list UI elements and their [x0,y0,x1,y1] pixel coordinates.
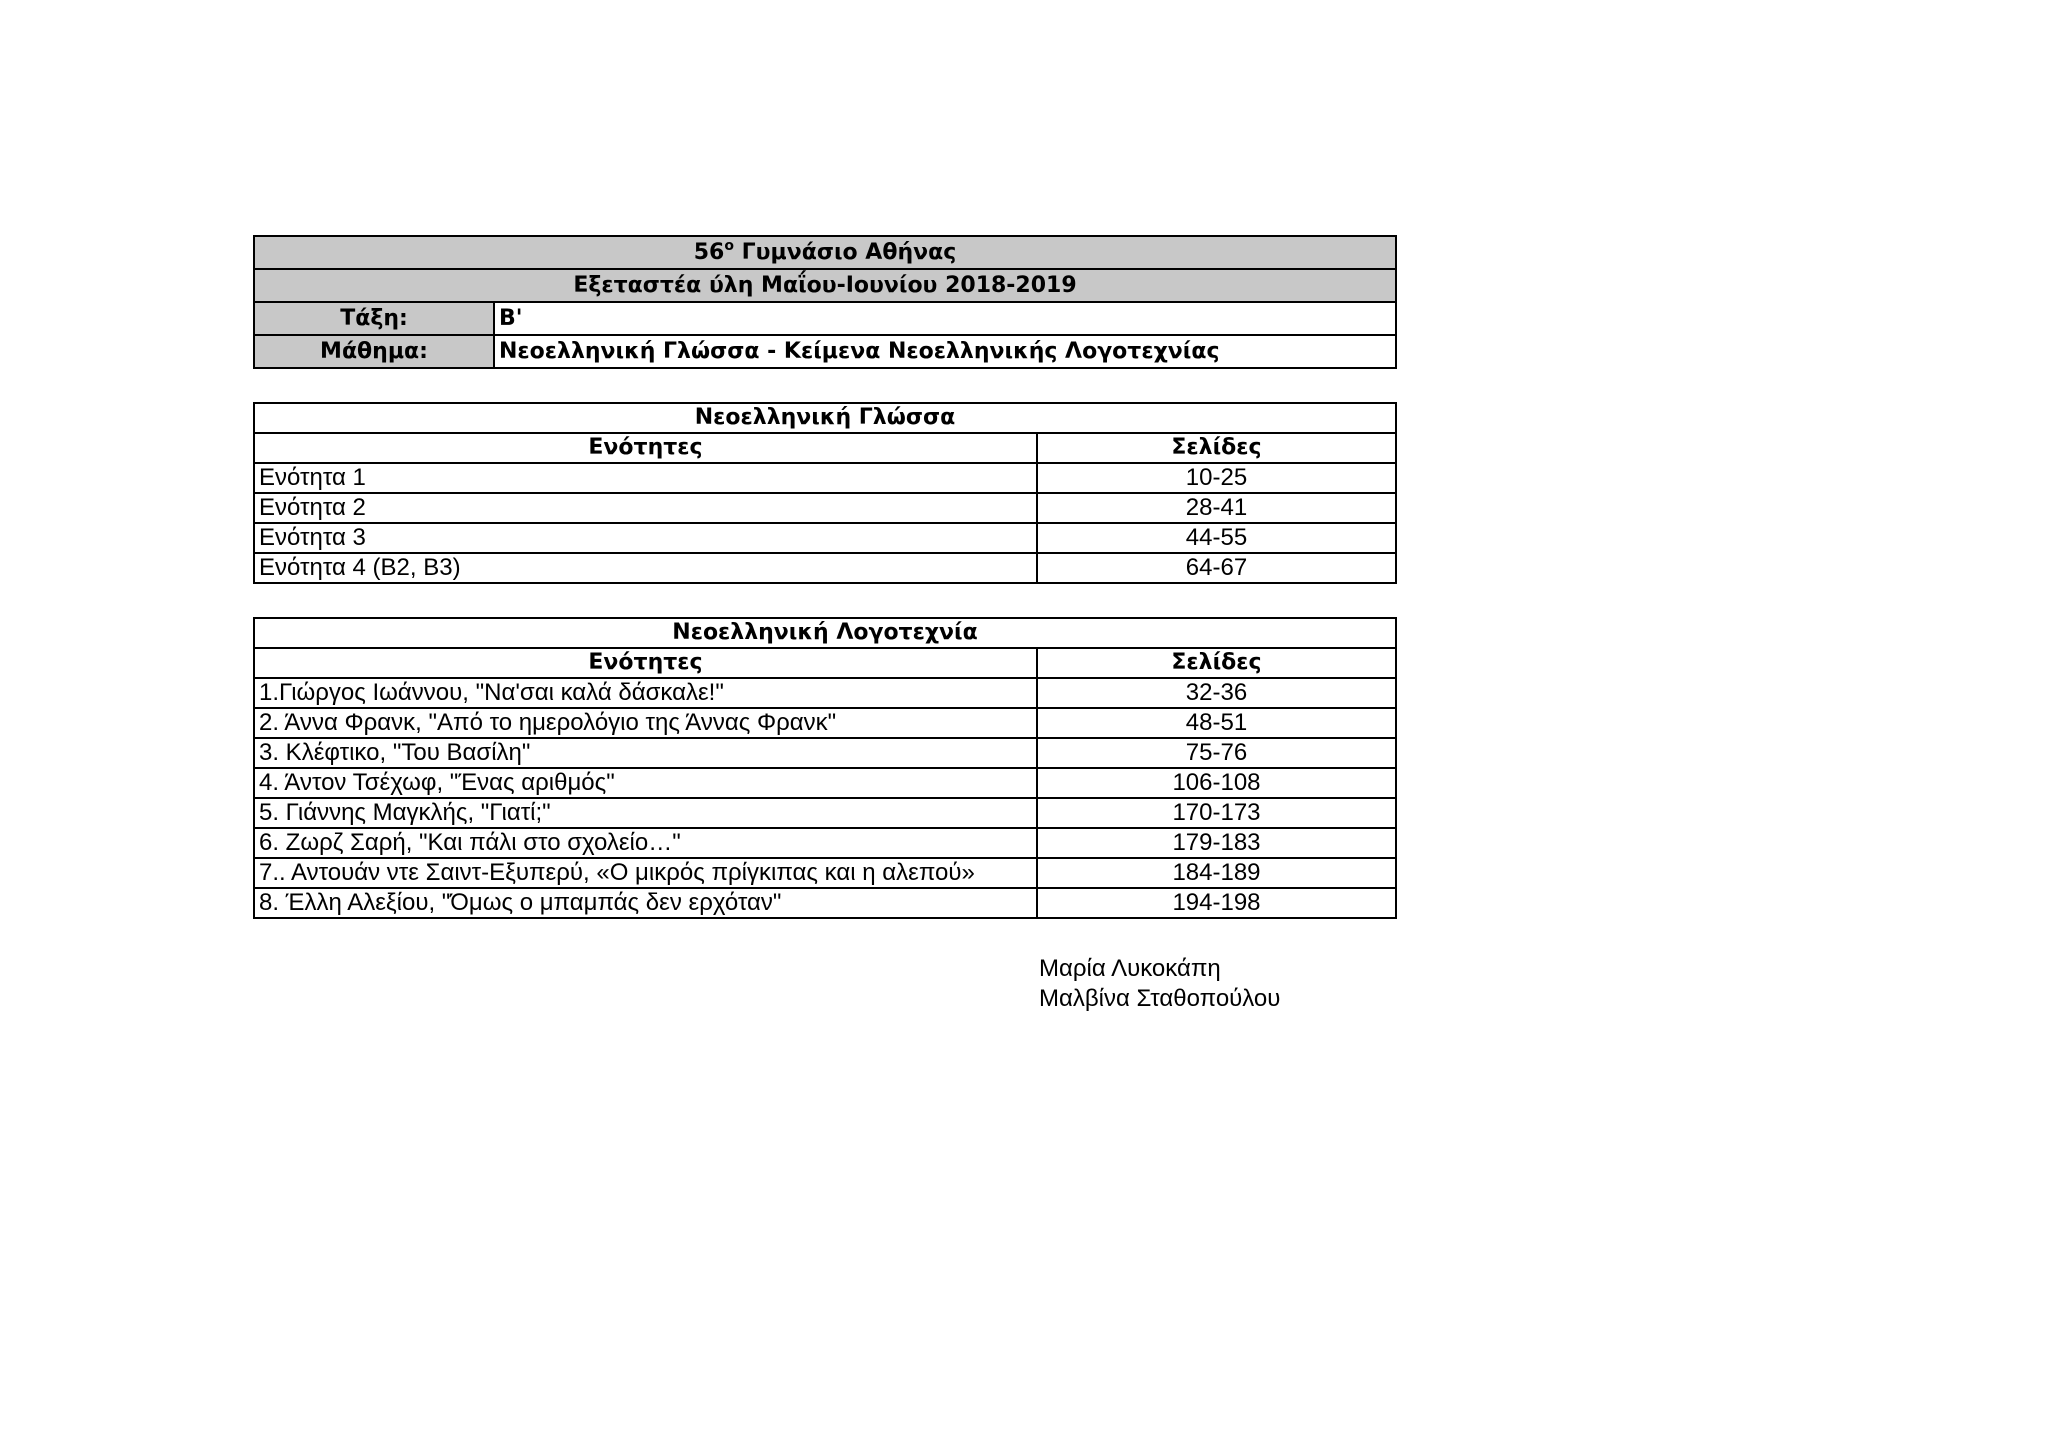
unit-cell: 7.. Αντουάν ντε Σαιντ-Εξυπερύ, «Ο μικρός πρίγκιπας και η αλεπού» [254,858,1037,888]
signature-2: Μαλβίνα Σταθοπούλου [1039,985,1281,1012]
table-row [254,738,1396,768]
pages-cell: 10-25 [1037,463,1396,493]
pages-cell: 106-108 [1037,768,1396,798]
school-number: 56 [693,239,725,265]
table-row [254,463,1396,493]
language-table [253,402,1397,584]
table-row [254,678,1396,708]
unit-cell: 1.Γιώργος Ιωάννου, "Να'σαι καλά δάσκαλε!" [254,678,1037,708]
table-row [254,493,1396,523]
unit-cell: 5. Γιάννης Μαγκλής, "Γιατί;" [254,798,1037,828]
language-col-units: Ενότητες [254,433,1037,463]
unit-cell: 4. Άντον Τσέχωφ, "Ένας αριθμός" [254,768,1037,798]
unit-cell: 8. Έλλη Αλεξίου, "Όμως ο μπαμπάς δεν ερχόταν" [254,888,1037,918]
pages-cell: 48-51 [1037,708,1396,738]
unit-cell: Ενότητα 4 (Β2, Β3) [254,553,1037,583]
school-superscript: ο [724,237,734,254]
unit-cell: Ενότητα 1 [254,463,1037,493]
school-title [254,236,1396,269]
literature-table [253,617,1397,919]
table-row [254,858,1396,888]
literature-title: Νεοελληνική Λογοτεχνία [254,618,1396,648]
pages-cell: 32-36 [1037,678,1396,708]
exam-subtitle: Εξεταστέα ύλη Μαΐου-Ιουνίου 2018-2019 [254,269,1396,302]
table-row [254,888,1396,918]
pages-cell: 170-173 [1037,798,1396,828]
table-row [254,798,1396,828]
pages-cell: 75-76 [1037,738,1396,768]
school-name: Γυμνάσιο Αθήνας [734,239,957,265]
unit-cell: Ενότητα 2 [254,493,1037,523]
unit-cell: 3. Κλέφτικο, "Του Βασίλη" [254,738,1037,768]
pages-cell: 194-198 [1037,888,1396,918]
unit-cell: Ενότητα 3 [254,523,1037,553]
header-table [253,235,1397,369]
unit-cell: 6. Ζωρζ Σαρή, "Και πάλι στο σχολείο…" [254,828,1037,858]
table-row [254,523,1396,553]
table-row [254,768,1396,798]
class-value: Β' [494,302,1396,335]
class-label: Τάξη: [254,302,494,335]
course-value: Νεοελληνική Γλώσσα - Κείμενα Νεοελληνικής Λογοτεχνίας [494,335,1396,368]
literature-col-pages: Σελίδες [1037,648,1396,678]
pages-cell: 44-55 [1037,523,1396,553]
pages-cell: 28-41 [1037,493,1396,523]
unit-cell: 2. Άννα Φρανκ, "Από το ημερολόγιο της Άννας Φρανκ" [254,708,1037,738]
table-row [254,708,1396,738]
signature-1: Μαρία Λυκοκάπη [1039,955,1221,982]
table-row [254,828,1396,858]
table-row [254,553,1396,583]
pages-cell: 184-189 [1037,858,1396,888]
literature-col-units: Ενότητες [254,648,1037,678]
language-title: Νεοελληνική Γλώσσα [254,403,1396,433]
course-label: Μάθημα: [254,335,494,368]
language-col-pages: Σελίδες [1037,433,1396,463]
pages-cell: 64-67 [1037,553,1396,583]
pages-cell: 179-183 [1037,828,1396,858]
